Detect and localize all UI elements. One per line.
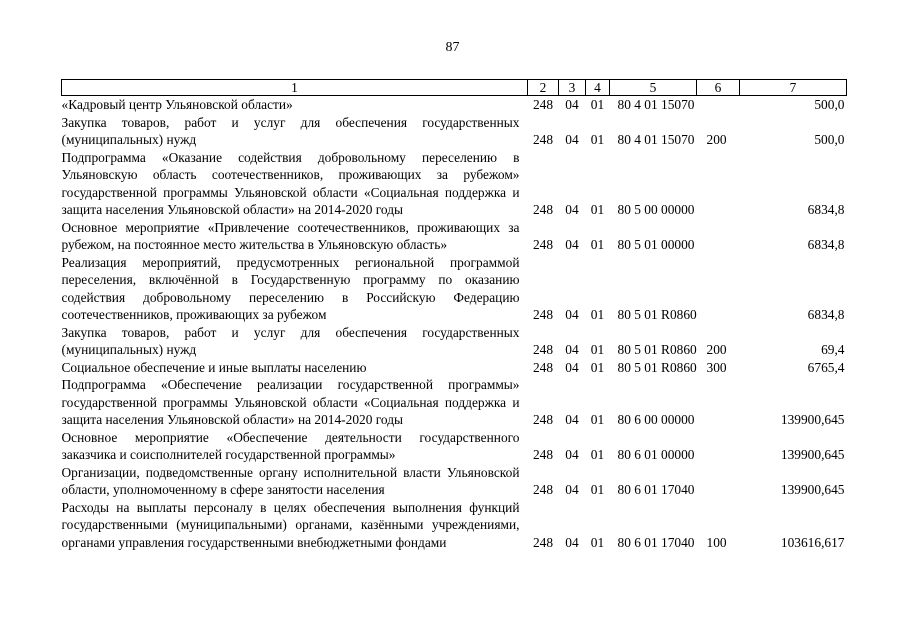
header-row xyxy=(62,80,847,96)
amount: 103616,617 xyxy=(780,534,845,550)
table-row xyxy=(62,429,847,464)
item-name: Основное мероприятие «Привлечение соотечественников, проживающих за рубежом, на постоянное место жительства в Ульяновскую область» xyxy=(61,219,520,252)
ministry-code: 248 xyxy=(532,482,554,497)
expense-type-code: 200 xyxy=(706,342,727,357)
target-article-code: 80 5 01 R0860 xyxy=(617,359,697,375)
item-name: Организации, подведомственные органу исполнительной власти Ульяновской области, уполномоченному в сфере занятости населения xyxy=(61,464,520,497)
expense-type-code: 200 xyxy=(706,132,727,147)
item-name: Расходы на выплаты персоналу в целях обеспечения выполнения функций государственными (муниципальными) органами, казёнными учреждениями, органами управления государственными внебюджетными фондами xyxy=(61,499,520,550)
ministry-code: 248 xyxy=(532,359,554,375)
section-code: 04 xyxy=(565,412,579,427)
item-name: Закупка товаров, работ и услуг для обеспечения государственных (муниципальных) нужд xyxy=(61,324,520,357)
expense-type-code xyxy=(697,464,740,499)
item-name: Социальное обеспечение и иные выплаты населению xyxy=(61,359,367,375)
expense-type-code xyxy=(697,219,740,254)
section-code: 04 xyxy=(565,342,579,357)
column-header: 5 xyxy=(610,80,697,96)
ministry-code: 248 xyxy=(532,202,554,217)
budget-table xyxy=(61,79,847,551)
item-name: Реализация мероприятий, предусмотренных региональной программой переселения, включённой в Государственную программу по оказанию содействия добровольному переселению в Российскую Федерацию соотечественников, проживающих за рубежом xyxy=(61,254,520,322)
subsection-code: 01 xyxy=(590,307,605,322)
amount: 6765,4 xyxy=(807,359,845,375)
amount: 139900,645 xyxy=(780,412,845,427)
ministry-code: 248 xyxy=(532,237,554,252)
column-header: 7 xyxy=(740,80,847,96)
table-row xyxy=(62,254,847,324)
table-row xyxy=(62,499,847,552)
ministry-code: 248 xyxy=(532,342,554,357)
page-number: 87 xyxy=(445,40,460,55)
table-row xyxy=(62,376,847,429)
subsection-code: 01 xyxy=(590,132,605,147)
target-article-code: 80 6 01 17040 xyxy=(617,534,695,550)
amount: 6834,8 xyxy=(807,307,845,322)
item-name: Подпрограмма «Обеспечение реализации государственной программы» государственной программы Ульяновской области «Социальная поддержка и защита населения Ульяновской области» на 2014-2020 годы xyxy=(61,377,520,427)
target-article-code: 80 5 01 R0860 xyxy=(617,307,697,322)
subsection-code: 01 xyxy=(590,447,605,462)
target-article-code: 80 5 00 00000 xyxy=(617,202,695,217)
item-name: «Кадровый центр Ульяновской области» xyxy=(61,97,293,112)
target-article-code: 80 6 01 00000 xyxy=(617,447,695,462)
ministry-code: 248 xyxy=(532,412,554,427)
table-row xyxy=(62,149,847,219)
expense-type-code xyxy=(697,96,740,114)
subsection-code: 01 xyxy=(590,237,605,252)
section-code: 04 xyxy=(565,482,579,497)
subsection-code: 01 xyxy=(590,359,605,375)
expense-type-code xyxy=(697,376,740,429)
amount: 139900,645 xyxy=(780,447,845,462)
target-article-code: 80 6 00 00000 xyxy=(617,412,695,427)
section-code: 04 xyxy=(565,237,579,252)
item-name: Подпрограмма «Оказание содействия добровольному переселению в Ульяновскую область соотечественников, проживающих за рубежом» государственной программы Ульяновской области «Социальная поддержка и защита населения Ульяновской области» на 2014-2020 годы xyxy=(61,149,520,217)
column-header: 4 xyxy=(586,80,610,96)
subsection-code: 01 xyxy=(590,97,605,112)
section-code: 04 xyxy=(565,97,579,112)
amount: 500,0 xyxy=(814,97,845,112)
target-article-code: 80 6 01 17040 xyxy=(617,482,695,497)
expense-type-code: 100 xyxy=(706,534,727,550)
section-code: 04 xyxy=(565,202,579,217)
subsection-code: 01 xyxy=(590,342,605,357)
section-code: 04 xyxy=(565,307,579,322)
section-code: 04 xyxy=(565,447,579,462)
table-row xyxy=(62,359,847,377)
subsection-code: 01 xyxy=(590,482,605,497)
expense-type-code xyxy=(697,254,740,324)
target-article-code: 80 4 01 15070 xyxy=(617,132,695,147)
ministry-code: 248 xyxy=(532,132,554,147)
section-code: 04 xyxy=(565,359,579,375)
amount: 139900,645 xyxy=(780,482,845,497)
table-row xyxy=(62,464,847,499)
amount: 6834,8 xyxy=(807,202,845,217)
amount: 500,0 xyxy=(814,132,845,147)
amount: 6834,8 xyxy=(807,237,845,252)
item-name: Закупка товаров, работ и услуг для обеспечения государственных (муниципальных) нужд xyxy=(61,114,520,147)
section-code: 04 xyxy=(565,132,579,147)
expense-type-code xyxy=(697,149,740,219)
subsection-code: 01 xyxy=(590,412,605,427)
ministry-code: 248 xyxy=(532,447,554,462)
target-article-code: 80 5 01 R0860 xyxy=(617,342,697,357)
column-header: 2 xyxy=(528,80,559,96)
amount: 69,4 xyxy=(821,342,845,357)
expense-type-code: 300 xyxy=(706,359,727,375)
table-row xyxy=(62,114,847,149)
section-code: 04 xyxy=(565,534,579,550)
table-row xyxy=(62,324,847,359)
ministry-code: 248 xyxy=(532,307,554,322)
ministry-code: 248 xyxy=(532,534,554,550)
subsection-code: 01 xyxy=(590,534,605,550)
expense-type-code xyxy=(697,429,740,464)
table-row xyxy=(62,96,847,114)
subsection-code: 01 xyxy=(590,202,605,217)
column-header: 3 xyxy=(559,80,586,96)
item-name: Основное мероприятие «Обеспечение деятельности государственного заказчика и соисполнителей государственной программы» xyxy=(61,429,520,462)
column-header: 1 xyxy=(62,80,528,96)
ministry-code: 248 xyxy=(532,97,554,112)
column-header: 6 xyxy=(697,80,740,96)
target-article-code: 80 4 01 15070 xyxy=(617,97,695,112)
table-row xyxy=(62,219,847,254)
target-article-code: 80 5 01 00000 xyxy=(617,237,695,252)
